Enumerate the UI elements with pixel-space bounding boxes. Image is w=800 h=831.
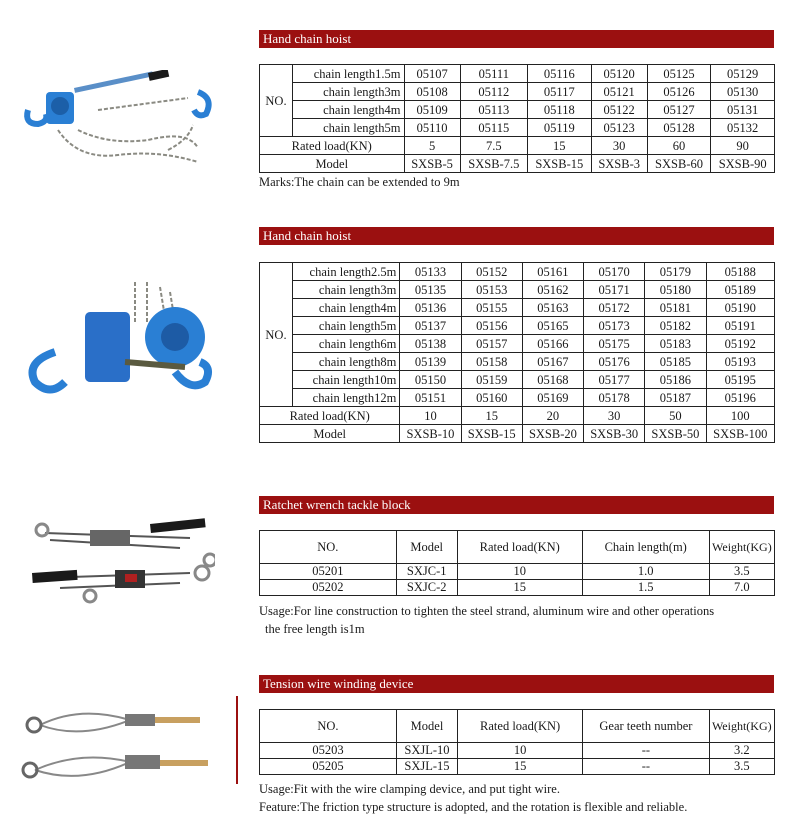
- chain-hoist-photo: [25, 282, 215, 402]
- item-number: 05189: [706, 281, 774, 299]
- item-number: 05179: [645, 263, 706, 281]
- hoist-spec-table: [259, 64, 775, 173]
- model-value: SXSB-30: [584, 425, 645, 443]
- note: Marks:The chain can be extended to 9m: [259, 175, 460, 189]
- item-number: 05115: [460, 119, 527, 137]
- rated-load-value: 7.5: [460, 137, 527, 155]
- item-number: 05119: [528, 119, 592, 137]
- item-number: 05152: [461, 263, 522, 281]
- cell: 1.0: [582, 564, 709, 580]
- row-label: chain length6m: [293, 335, 400, 353]
- rated-load-value: 30: [584, 407, 645, 425]
- column-header: Weight(KG): [709, 531, 774, 564]
- column-header: Rated load(KN): [458, 710, 583, 743]
- model-value: SXSB-10: [400, 425, 461, 443]
- item-number: 05112: [460, 83, 527, 101]
- model-value: SXSB-7.5: [460, 155, 527, 173]
- rated-load-label: Rated load(KN): [260, 137, 405, 155]
- item-number: 05193: [706, 353, 774, 371]
- item-number: 05195: [706, 371, 774, 389]
- table-row: [260, 371, 775, 389]
- section-title: Ratchet wrench tackle block: [259, 496, 774, 514]
- table-row: [260, 389, 775, 407]
- note: Usage:Fit with the wire clamping device, and put tight wire.: [259, 782, 560, 796]
- item-number: 05136: [400, 299, 461, 317]
- row-label: chain length5m: [293, 119, 405, 137]
- item-number: 05167: [522, 353, 583, 371]
- section-title: Tension wire winding device: [259, 675, 774, 693]
- tension-wire-photo: [20, 700, 215, 790]
- model-value: SXSB-15: [528, 155, 592, 173]
- item-number: 05192: [706, 335, 774, 353]
- row-label: chain length8m: [293, 353, 400, 371]
- rated-load-value: 20: [522, 407, 583, 425]
- item-number: 05132: [711, 119, 775, 137]
- table-row: [260, 353, 775, 371]
- item-number: 05183: [645, 335, 706, 353]
- cell: --: [583, 759, 709, 775]
- item-number: 05137: [400, 317, 461, 335]
- item-number: 05133: [400, 263, 461, 281]
- item-number: 05178: [584, 389, 645, 407]
- column-header: NO.: [260, 710, 397, 743]
- model-label: Model: [260, 155, 405, 173]
- item-number: 05153: [461, 281, 522, 299]
- item-number: 05121: [591, 83, 647, 101]
- table-row: [260, 119, 775, 137]
- cell: SXJL-15: [396, 759, 457, 775]
- rated-load-label: Rated load(KN): [260, 407, 400, 425]
- model-value: SXSB-100: [706, 425, 774, 443]
- cell: 05205: [260, 759, 397, 775]
- rated-load-value: 90: [711, 137, 775, 155]
- item-number: 05166: [522, 335, 583, 353]
- item-number: 05175: [584, 335, 645, 353]
- table-row: [260, 281, 775, 299]
- item-number: 05170: [584, 263, 645, 281]
- row-label: chain length3m: [293, 83, 405, 101]
- table-row: [260, 101, 775, 119]
- rated-load-value: 100: [706, 407, 774, 425]
- item-number: 05125: [647, 65, 711, 83]
- cell: 3.5: [709, 759, 774, 775]
- item-number: 05158: [461, 353, 522, 371]
- model-value: SXSB-5: [404, 155, 460, 173]
- item-number: 05171: [584, 281, 645, 299]
- item-number: 05172: [584, 299, 645, 317]
- item-number: 05160: [461, 389, 522, 407]
- item-number: 05169: [522, 389, 583, 407]
- note: Usage:For line construction to tighten the steel strand, aluminum wire and other operations: [259, 604, 715, 618]
- rated-load-value: 5: [404, 137, 460, 155]
- model-row: [260, 155, 775, 173]
- cell: --: [583, 743, 709, 759]
- cell: 15: [458, 759, 583, 775]
- model-label: Model: [260, 425, 400, 443]
- item-number: 05165: [522, 317, 583, 335]
- row-label: chain length5m: [293, 317, 400, 335]
- item-number: 05117: [528, 83, 592, 101]
- model-value: SXSB-60: [647, 155, 711, 173]
- item-number: 05186: [645, 371, 706, 389]
- table-row: [260, 65, 775, 83]
- item-number: 05108: [404, 83, 460, 101]
- rated-load-row: [260, 137, 775, 155]
- item-number: 05122: [591, 101, 647, 119]
- row-label: chain length4m: [293, 299, 400, 317]
- cell: SXJL-10: [396, 743, 457, 759]
- tension-spec-table: [259, 709, 775, 775]
- item-number: 05130: [711, 83, 775, 101]
- model-value: SXSB-50: [645, 425, 706, 443]
- item-number: 05188: [706, 263, 774, 281]
- table-row: [260, 580, 775, 596]
- rated-load-value: 10: [400, 407, 461, 425]
- item-number: 05123: [591, 119, 647, 137]
- cell: 3.2: [709, 743, 774, 759]
- column-header: Chain length(m): [582, 531, 709, 564]
- table-row: [260, 317, 775, 335]
- table-row: [260, 564, 775, 580]
- column-header: NO.: [260, 531, 397, 564]
- item-number: 05176: [584, 353, 645, 371]
- item-number: 05138: [400, 335, 461, 353]
- item-number: 05157: [461, 335, 522, 353]
- item-number: 05135: [400, 281, 461, 299]
- column-header: Rated load(KN): [457, 531, 582, 564]
- column-header: Gear teeth number: [583, 710, 709, 743]
- table-row: [260, 263, 775, 281]
- hoist-spec-table: [259, 262, 775, 443]
- table-row: [260, 759, 775, 775]
- item-number: 05150: [400, 371, 461, 389]
- item-number: 05185: [645, 353, 706, 371]
- lever-hoist-photo: [18, 70, 218, 170]
- rated-load-row: [260, 407, 775, 425]
- section-title: Hand chain hoist: [259, 227, 774, 245]
- table-row: [260, 83, 775, 101]
- ratchet-spec-table: [259, 530, 775, 596]
- item-number: 05127: [647, 101, 711, 119]
- item-number: 05111: [460, 65, 527, 83]
- model-value: SXSB-15: [461, 425, 522, 443]
- cell: 7.0: [709, 580, 774, 596]
- row-label: chain length1.5m: [293, 65, 405, 83]
- cell: 3.5: [709, 564, 774, 580]
- rated-load-value: 15: [461, 407, 522, 425]
- item-number: 05162: [522, 281, 583, 299]
- item-number: 05151: [400, 389, 461, 407]
- table-row: [260, 743, 775, 759]
- item-number: 05159: [461, 371, 522, 389]
- model-value: SXSB-20: [522, 425, 583, 443]
- item-number: 05168: [522, 371, 583, 389]
- model-value: SXSB-3: [591, 155, 647, 173]
- model-value: SXSB-90: [711, 155, 775, 173]
- rated-load-value: 60: [647, 137, 711, 155]
- row-label: chain length10m: [293, 371, 400, 389]
- row-label: chain length2.5m: [293, 263, 400, 281]
- item-number: 05182: [645, 317, 706, 335]
- cell: SXJC-2: [396, 580, 457, 596]
- section-title: Hand chain hoist: [259, 30, 774, 48]
- item-number: 05177: [584, 371, 645, 389]
- item-number: 05131: [711, 101, 775, 119]
- item-number: 05181: [645, 299, 706, 317]
- item-number: 05120: [591, 65, 647, 83]
- cell: 10: [458, 743, 583, 759]
- item-number: 05190: [706, 299, 774, 317]
- item-number: 05126: [647, 83, 711, 101]
- column-header: Model: [396, 531, 457, 564]
- header-row: [260, 710, 775, 743]
- note: Feature:The friction type structure is adopted, and the rotation is flexible and reliable.: [259, 800, 688, 814]
- row-label: chain length3m: [293, 281, 400, 299]
- cell: 05201: [260, 564, 397, 580]
- cell: 05203: [260, 743, 397, 759]
- item-number: 05180: [645, 281, 706, 299]
- table-row: [260, 335, 775, 353]
- item-number: 05116: [528, 65, 592, 83]
- item-number: 05173: [584, 317, 645, 335]
- rated-load-value: 15: [528, 137, 592, 155]
- item-number: 05129: [711, 65, 775, 83]
- item-number: 05107: [404, 65, 460, 83]
- item-number: 05163: [522, 299, 583, 317]
- item-number: 05128: [647, 119, 711, 137]
- no-label: NO.: [260, 263, 293, 407]
- item-number: 05155: [461, 299, 522, 317]
- cell: 15: [457, 580, 582, 596]
- accent-line: [236, 696, 238, 784]
- item-number: 05161: [522, 263, 583, 281]
- header-row: [260, 531, 775, 564]
- cell: SXJC-1: [396, 564, 457, 580]
- column-header: Model: [396, 710, 457, 743]
- item-number: 05196: [706, 389, 774, 407]
- item-number: 05109: [404, 101, 460, 119]
- cell: 10: [457, 564, 582, 580]
- item-number: 05156: [461, 317, 522, 335]
- column-header: Weight(KG): [709, 710, 774, 743]
- row-label: chain length12m: [293, 389, 400, 407]
- cell: 05202: [260, 580, 397, 596]
- row-label: chain length4m: [293, 101, 405, 119]
- ratchet-tackle-photo: [30, 518, 215, 608]
- rated-load-value: 30: [591, 137, 647, 155]
- table-row: [260, 299, 775, 317]
- note: the free length is1m: [265, 622, 365, 636]
- no-label: NO.: [260, 65, 293, 137]
- item-number: 05110: [404, 119, 460, 137]
- item-number: 05191: [706, 317, 774, 335]
- item-number: 05113: [460, 101, 527, 119]
- item-number: 05139: [400, 353, 461, 371]
- cell: 1.5: [582, 580, 709, 596]
- item-number: 05187: [645, 389, 706, 407]
- rated-load-value: 50: [645, 407, 706, 425]
- item-number: 05118: [528, 101, 592, 119]
- model-row: [260, 425, 775, 443]
